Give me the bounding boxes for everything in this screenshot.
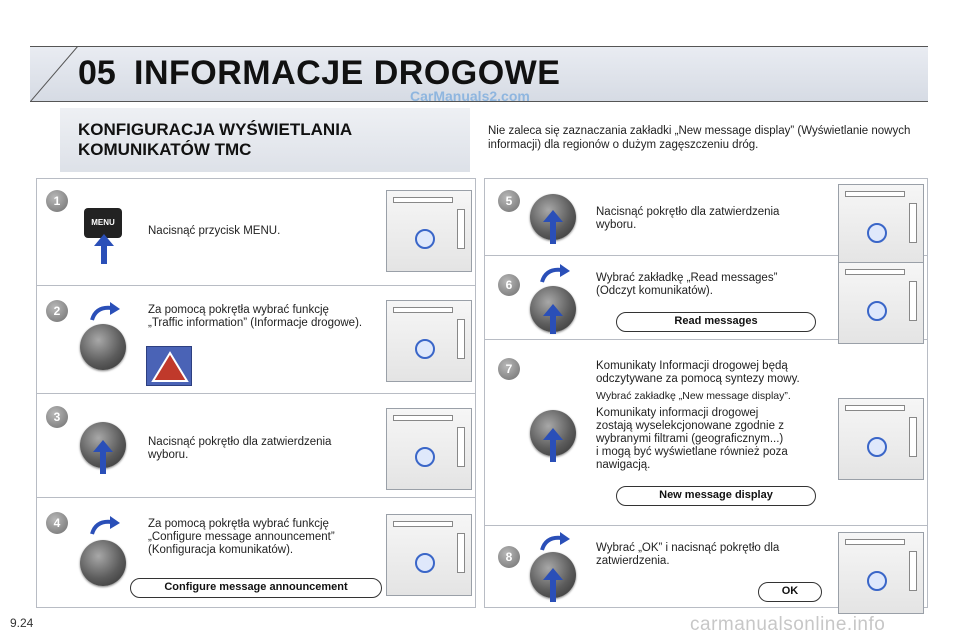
press-arrow-icon (543, 210, 563, 244)
configure-message-announcement-pill[interactable]: Configure message announcement (130, 578, 382, 598)
new-message-display-pill[interactable]: New message display (616, 486, 816, 506)
step-5-text: Nacisnąć pokrętło dla zatwierdzenia wyboru. (596, 206, 780, 231)
turn-arrow-icon (540, 262, 570, 284)
step-number-2: 2 (46, 300, 68, 322)
step-1-text: Nacisnąć przycisk MENU. (148, 225, 281, 237)
radio-panel-illustration (386, 190, 472, 272)
watermark-bottom: carmanualsonline.info (690, 614, 886, 635)
step-number-1: 1 (46, 190, 68, 212)
rotary-knob-icon (80, 324, 126, 370)
turn-arrow-icon (90, 300, 120, 322)
step-7-text: Komunikaty Informacji drogowej będą odczytywane za pomocą syntezy mowy. Wybrać zakładkę „New message display”. Komunikaty informacji drogowej zostają wyselekcjonowane zgodnie z wybranymi filtrami (geograficznym...) i mogą być wyświetlane również poza nawigacją. (596, 360, 800, 471)
step-number-5: 5 (498, 190, 520, 212)
radio-panel-illustration (386, 408, 472, 490)
radio-panel-illustration (838, 532, 924, 614)
step-6-text: Wybrać zakładkę „Read messages” (Odczyt komunikatów). (596, 272, 778, 297)
chapter-title: INFORMACJE DROGOWE (134, 54, 561, 92)
radio-panel-illustration (386, 514, 472, 596)
turn-arrow-icon (90, 514, 120, 536)
read-messages-pill[interactable]: Read messages (616, 312, 816, 332)
step-number-6: 6 (498, 274, 520, 296)
step-8-text: Wybrać „OK” i nacisnąć pokrętło dla zatwierdzenia. (596, 542, 780, 567)
step-3-text: Nacisnąć pokrętło dla zatwierdzenia wyboru. (148, 436, 332, 461)
step-number-7: 7 (498, 358, 520, 380)
step-number-3: 3 (46, 406, 68, 428)
press-arrow-icon (543, 568, 563, 602)
ok-pill[interactable]: OK (758, 582, 822, 602)
watermark-top: CarManuals2.com (410, 88, 530, 104)
step-number-8: 8 (498, 546, 520, 568)
radio-panel-illustration (386, 300, 472, 382)
traffic-information-icon (146, 346, 192, 386)
rotary-knob-icon (80, 540, 126, 586)
radio-panel-illustration (838, 184, 924, 266)
step-4-text: Za pomocą pokrętła wybrać funkcję „Configure message announcement” (Konfiguracja komunikatów). (148, 518, 335, 556)
radio-panel-illustration (838, 262, 924, 344)
radio-panel-illustration (838, 398, 924, 480)
press-arrow-icon (543, 428, 563, 462)
press-arrow-icon (543, 304, 563, 334)
chapter-number: 05 (78, 54, 116, 92)
menu-key-icon: MENU (84, 208, 122, 238)
section-title: KONFIGURACJA WYŚWIETLANIA KOMUNIKATÓW TMC (78, 120, 353, 159)
press-arrow-icon (94, 234, 114, 264)
step-2-text: Za pomocą pokrętła wybrać funkcję „Traffic information” (Informacje drogowe). (148, 304, 363, 329)
page-number: 9.24 (10, 616, 34, 630)
step-number-4: 4 (46, 512, 68, 534)
press-arrow-icon (93, 440, 113, 474)
section-note: Nie zaleca się zaznaczania zakładki „New message display” (Wyświetlanie nowych informacji) dla regionów o dużym zagęszczeniu dróg. (488, 125, 911, 151)
turn-arrow-icon (540, 530, 570, 552)
